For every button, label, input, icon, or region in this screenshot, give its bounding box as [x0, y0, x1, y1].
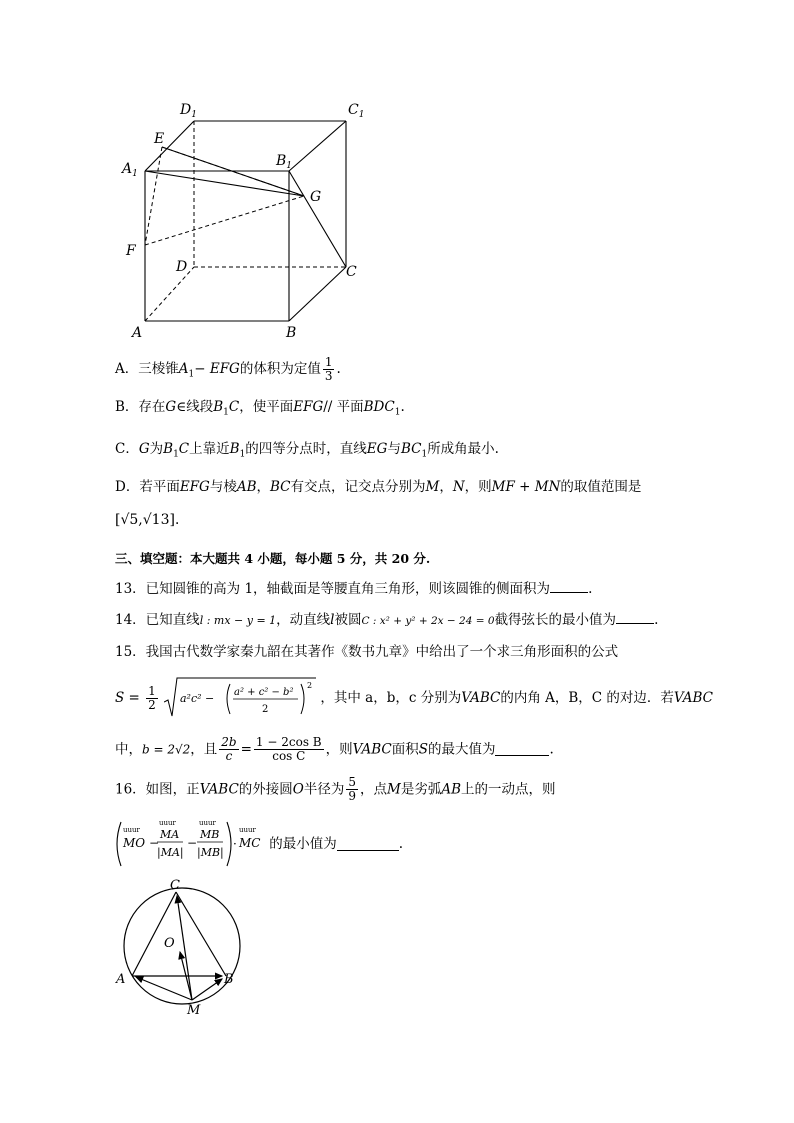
q14-circle: C : x² + y² + 2x − 24 = 0 — [361, 615, 495, 627]
circle-label-m: M — [187, 1003, 201, 1018]
option-b-end: . — [400, 399, 405, 415]
option-d-ab: AB — [236, 479, 257, 495]
question-13 — [115, 580, 592, 598]
q16-vec-mo: MO — [123, 836, 146, 850]
option-c-text-d: 的四等分点时，直线 — [245, 441, 367, 457]
option-c-seg-end: C — [178, 441, 190, 457]
q15-s: S — [418, 741, 428, 758]
circumcircle — [124, 888, 240, 1004]
q15-f1-den: c — [225, 749, 233, 763]
q16-m: M — [387, 781, 401, 798]
option-b-g: G — [165, 399, 177, 415]
question-15-line1: 15．我国古代数学家秦九韶在其著作《数书九章》中给出了一个求三角形面积的公式 — [115, 644, 619, 660]
option-c-text-f: 所成角最小. — [427, 441, 499, 457]
option-d-efg: EFG — [179, 479, 210, 495]
q16-mb-arrow: uuur — [199, 819, 216, 827]
q14-text-d: 截得弦长的最小值为 — [494, 612, 617, 628]
circle-label-a: A — [116, 972, 126, 987]
q16-answer-blank[interactable] — [337, 838, 399, 851]
option-c-text-b: 为 — [149, 441, 164, 457]
label-a1: $A_1$ — [122, 161, 138, 179]
option-a — [115, 356, 341, 384]
q14-text-a: 14．已知直线 — [115, 612, 200, 628]
q15-eq: = — [240, 741, 252, 758]
q15-half-num: 1 — [148, 683, 156, 698]
q13-text: 13．已知圆锥的高为 1，轴截面是等腰直角三角形，则该圆锥的侧面积为 — [115, 581, 551, 597]
option-a-sub: 1 — [188, 369, 195, 380]
q15-f2-den: cos C — [272, 749, 306, 763]
side-bc — [176, 892, 226, 976]
option-b-par: // 平面 — [323, 399, 364, 415]
option-b-seg-sub: 1 — [223, 407, 229, 418]
option-a-mid: − EFG — [194, 361, 240, 377]
q16-vector-expression — [115, 818, 265, 870]
option-c-text-a: C． — [115, 441, 139, 457]
question-16-expression — [115, 818, 403, 870]
option-d-text-a: D．若平面 — [115, 479, 180, 495]
option-a-frac-num: 1 — [324, 355, 333, 369]
q16-frac-num: 5 — [348, 775, 356, 789]
q16-tri: VABC — [199, 781, 239, 798]
option-d-text-e: 的取值范围是 — [560, 479, 642, 495]
section-title: 三、填空题：本大题共 4 小题，每小题 5 分，共 20 分. — [115, 551, 431, 566]
option-b-text-a: B．存在 — [115, 399, 166, 415]
edge-b-c — [289, 267, 346, 321]
q16-vec-mc: MC — [239, 836, 261, 850]
question-14 — [115, 611, 658, 630]
q16-minus-1: − — [149, 836, 160, 850]
vec-ma — [136, 977, 192, 1000]
q16-text-b: 的外接圆 — [238, 781, 293, 798]
q16-frac — [346, 776, 358, 803]
option-b-efg: EFG — [293, 399, 324, 415]
label-b1: $B_1$ — [276, 153, 293, 171]
option-a-frac — [323, 356, 335, 383]
edge-a1-g — [145, 171, 304, 196]
label-c: C — [346, 264, 357, 280]
option-a-end: . — [336, 361, 341, 377]
q16-vec-ma-num: MA — [160, 828, 180, 841]
q15-sq-num: a² + c² − b² — [234, 687, 294, 698]
q15-line3-e: 的最大值为 — [427, 741, 496, 758]
q16-vec-mb-den: |MB| — [197, 846, 224, 859]
label-d: D — [176, 259, 188, 275]
q15-end: . — [549, 741, 554, 758]
q15-tri: VABC — [461, 690, 501, 706]
option-a-suffix: 的体积为定值 — [239, 361, 321, 377]
q15-sq-den: 2 — [262, 704, 269, 715]
q15-line3-b: ，且 — [190, 741, 218, 758]
option-b-bdc-sub: 1 — [394, 407, 401, 418]
option-d-expr: MF + MN — [491, 479, 561, 495]
option-d-m: M — [425, 479, 440, 495]
option-c-b1-sub: 1 — [239, 449, 246, 460]
option-d: D．若平面EFG与棱AB，BC有交点，记交点分别为M，N，则MF + MN的取值范围是 — [115, 479, 642, 495]
q15-tri2: VABC — [673, 690, 714, 706]
q16-text-c: 半径为 — [303, 781, 345, 798]
q15-line3-c: ，则 — [325, 741, 353, 758]
option-b-text-b: ，使平面 — [239, 399, 294, 415]
q16-dot: · — [233, 837, 237, 851]
circle-label-b: B — [224, 972, 234, 987]
q16-text-g: 的最小值为 — [269, 836, 337, 852]
q15-half — [146, 685, 158, 712]
option-d-n: N — [452, 479, 465, 495]
option-b-in: ∈线段 — [176, 399, 214, 415]
q15-frac1 — [219, 736, 238, 763]
label-d1: $D_1$ — [180, 102, 197, 120]
option-c-bc1: BC — [400, 441, 422, 457]
question-16-line1 — [115, 776, 556, 810]
option-c-seg: B — [163, 441, 174, 457]
edge-b1-g-c — [289, 171, 346, 267]
label-c1: $C_1$ — [348, 102, 365, 120]
q14-answer-blank[interactable] — [616, 611, 654, 624]
q16-vec-mb-num: MB — [200, 828, 220, 841]
option-c-text-e: 与 — [387, 441, 401, 457]
option-b-bdc: BDC — [363, 399, 395, 415]
q16-mc-arrow: uuur — [239, 826, 256, 834]
edge-f-g — [145, 196, 304, 245]
edge-a-d — [145, 267, 194, 321]
option-d-bc: BC — [270, 479, 291, 495]
label-a: A — [132, 325, 143, 341]
option-c-b1: B — [229, 441, 240, 457]
q16-text-d: ，点 — [360, 781, 387, 798]
q15-f2-num: 1 − 2cos B — [255, 735, 322, 749]
option-b-seg-end: C — [228, 399, 240, 415]
q16-text-e: 是劣弧 — [400, 781, 442, 798]
q16-frac-den: 9 — [348, 789, 356, 803]
q15-inner-a: a²c² − — [180, 692, 215, 705]
q16-vec-ma-den: |MA| — [157, 846, 184, 859]
q15-answer-blank[interactable] — [495, 743, 549, 756]
q16-o: O — [292, 781, 304, 798]
q14-text-b: ，动直线 — [276, 612, 331, 628]
option-d-text-b: 与棱 — [209, 479, 237, 495]
q15-formula-s: S = — [115, 690, 140, 706]
q16-end: . — [398, 836, 404, 852]
q16-ab: AB — [441, 781, 461, 798]
edge-b1-c1 — [289, 121, 346, 171]
label-g: G — [310, 189, 322, 205]
option-d-text-c: 有交点，记交点分别为 — [290, 479, 426, 495]
question-15-line3 — [115, 736, 554, 770]
option-c-seg-sub: 1 — [173, 449, 179, 460]
q15-frac2 — [254, 736, 324, 763]
q13-answer-blank[interactable] — [550, 580, 588, 593]
q15-tri3: VABC — [352, 741, 392, 758]
q15-radical — [164, 676, 316, 720]
q16-text-f: 上的一动点，则 — [461, 781, 556, 798]
q15-half-den: 2 — [148, 697, 156, 712]
option-a-expr: A — [178, 361, 189, 377]
circle-label-o: O — [164, 936, 175, 951]
option-c-g: G — [138, 441, 150, 457]
option-c-text-c: 上靠近 — [189, 441, 230, 457]
option-d-range — [115, 511, 179, 529]
option-c — [115, 440, 499, 464]
q16-text-a: 16．如图，正 — [115, 781, 200, 798]
q16-minus-2: − — [187, 836, 198, 850]
option-a-frac-den: 3 — [324, 369, 333, 383]
label-f: F — [126, 243, 136, 259]
q14-l: l — [330, 612, 335, 628]
q15-line3-d: 面积 — [391, 741, 419, 758]
q15-b-val: b = 2√2 — [142, 742, 191, 757]
side-ac — [132, 892, 176, 976]
option-d-text-d: ，则 — [464, 479, 492, 495]
label-e: E — [154, 131, 165, 147]
q14-end: . — [654, 612, 659, 628]
q14-line: l : mx − y = 1 — [199, 614, 277, 627]
q15-f1-num: 2b — [221, 735, 237, 749]
edge-a1-d1 — [145, 121, 194, 171]
option-c-eg: EG — [366, 441, 388, 457]
vec-mc — [177, 896, 192, 1000]
question-15-formula — [115, 676, 713, 720]
option-d-end: . — [174, 512, 180, 528]
q16-ma-arrow: uuur — [159, 819, 176, 827]
label-b: B — [286, 325, 297, 341]
option-b-seg: B — [213, 399, 224, 415]
option-c-bc1-sub: 1 — [421, 449, 428, 460]
q13-end: . — [588, 581, 593, 597]
option-d-comma: ， — [256, 479, 271, 495]
q14-text-c: 被圆 — [334, 612, 362, 628]
option-a-prefix: A．三棱锥 — [115, 361, 179, 377]
q16-mo-arrow: uuur — [123, 826, 140, 834]
vec-mb — [192, 979, 222, 1000]
q15-text-b: 的内角 A，B，C 的对边．若 — [500, 690, 674, 706]
circle-label-c: C — [170, 878, 180, 893]
q15-line3-a: 中， — [115, 741, 142, 758]
option-b — [115, 398, 405, 422]
option-d-range-value: [√5,√13] — [115, 512, 175, 528]
q15-sq-exp: 2 — [307, 681, 313, 690]
cube-figure — [118, 95, 378, 345]
circle-figure — [112, 876, 252, 1021]
q15-text-a: ，其中 a，b，c 分别为 — [320, 690, 462, 706]
